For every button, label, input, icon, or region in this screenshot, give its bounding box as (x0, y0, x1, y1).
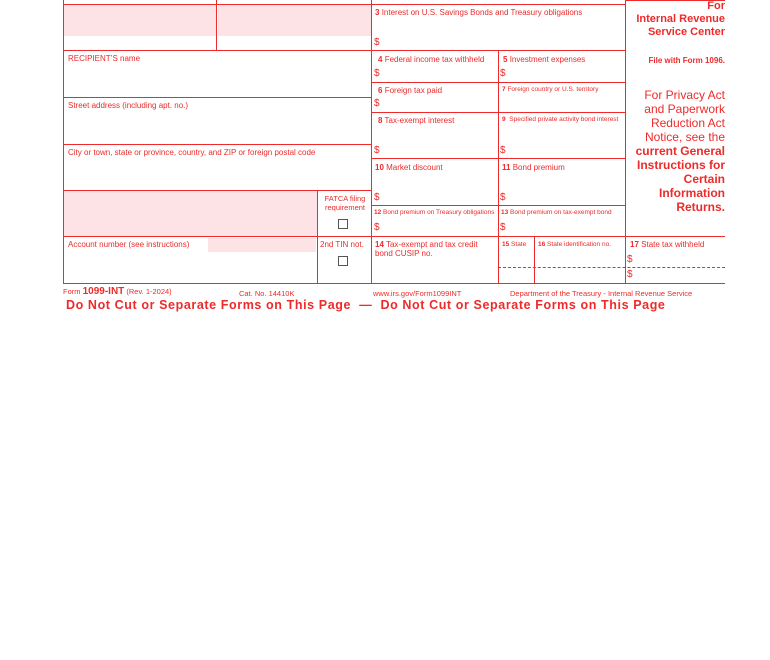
for-irs-block (628, 0, 725, 39)
rule-left-97 (63, 97, 372, 98)
privacy-line3: Reduction Act (650, 116, 725, 130)
for-irs-line3: Service Center (647, 26, 725, 38)
fatca-left-shade (64, 191, 318, 236)
rule-left-50 (63, 50, 372, 51)
city-label: City or town, state or province, country, and ZIP or foreign postal code (68, 148, 316, 157)
box12-label: 12 Bond premium on Treasury obligations (374, 209, 495, 216)
box4-dollar: $ (374, 68, 380, 79)
recipient-name-label: RECIPIENT’S name (68, 54, 141, 63)
for-irs-line2: Internal Revenue (636, 13, 725, 25)
rule-tin-divider (216, 0, 217, 50)
street-label: Street address (including apt. no.) (68, 101, 189, 110)
file-with-1096: File with Form 1096. (648, 56, 725, 65)
box9-label: 9 Specified private activity bond interest (502, 116, 619, 123)
box4-label: 4 Federal income tax withheld (378, 55, 485, 64)
dept-treasury: Department of the Treasury - Internal Revenue Service (510, 289, 693, 298)
privacy-line4: Notice, see the (644, 130, 725, 144)
for-irs-line1: For (707, 0, 725, 12)
box12-dollar: $ (374, 222, 380, 233)
form-url: www.irs.gov/Form1099INT (373, 289, 462, 298)
box11-label: 11 Bond premium (502, 163, 565, 172)
box14-label: 14 Tax-exempt and tax credit bond CUSIP no. (375, 240, 478, 258)
box16-label: 16 State identification no. (538, 241, 612, 248)
rule-col-498 (498, 50, 499, 284)
privacy-line7: Certain (683, 172, 725, 186)
privacy-line5: current General (635, 144, 725, 158)
privacy-line6: Instructions for (636, 158, 725, 172)
form-id: Form 1099-INT (Rev. 1-2024) (63, 286, 172, 297)
privacy-line1: For Privacy Act (644, 88, 725, 102)
box8-dollar: $ (374, 145, 380, 156)
rule-left-edge (63, 0, 64, 284)
privacy-notice (628, 88, 725, 214)
do-not-cut-warning: Do Not Cut or Separate Forms on This Page — Do Not Cut or Separate Forms on This Page (66, 298, 666, 312)
rule-left-190 (63, 190, 372, 191)
rule-under-box2 (372, 4, 625, 5)
privacy-line2: and Paperwork (644, 102, 725, 116)
cat-number: Cat. No. 14410K (239, 289, 295, 298)
box11-dollar: $ (500, 192, 506, 203)
account-label: Account number (see instructions) (68, 240, 190, 249)
box7-label: 7 Foreign country or U.S. territory (502, 86, 599, 93)
rule-left-236 (63, 236, 372, 237)
rule-fatca (317, 190, 318, 284)
box6-dollar: $ (374, 98, 380, 109)
rule-col-625 (625, 0, 626, 284)
rule-mid-236 (372, 236, 725, 237)
box5-label: 5 Investment expenses (503, 55, 586, 64)
rule-top-left (63, 4, 372, 5)
second-tin-checkbox[interactable] (338, 256, 348, 266)
box8-label: 8 Tax-exempt interest (378, 116, 455, 125)
box9-dollar: $ (500, 145, 506, 156)
account-shade (208, 238, 316, 252)
fatca-label: FATCA filing requirement (324, 194, 366, 212)
box5-dollar: $ (500, 68, 506, 79)
recipient-tin-shade (218, 5, 371, 36)
box15-label: 15 State (502, 241, 527, 248)
box3-label: 3 Interest on U.S. Savings Bonds and Treasury obligations (375, 8, 583, 17)
second-tin-label: 2nd TIN not. (320, 240, 364, 249)
box10-dollar: $ (374, 192, 380, 203)
box10-label: 10 Market discount (375, 163, 443, 172)
rule-left-144 (63, 144, 372, 145)
payer-tin-shade (64, 5, 216, 36)
rule-state-dashed (498, 267, 725, 268)
privacy-line9: Returns. (676, 200, 725, 214)
box13-dollar: $ (500, 222, 506, 233)
box6-label: 6 Foreign tax paid (378, 86, 443, 95)
rule-col-372 (371, 0, 372, 284)
rule-state-15 (534, 236, 535, 284)
box17-dollar-1: $ (627, 254, 633, 265)
box17-dollar-2: $ (627, 269, 633, 280)
privacy-line8: Information (659, 186, 725, 200)
box3-dollar: $ (374, 37, 380, 48)
fatca-checkbox[interactable] (338, 219, 348, 229)
box17-label: 17 State tax withheld (630, 240, 705, 249)
box13-label: 13 Bond premium on tax-exempt bond (501, 209, 612, 216)
